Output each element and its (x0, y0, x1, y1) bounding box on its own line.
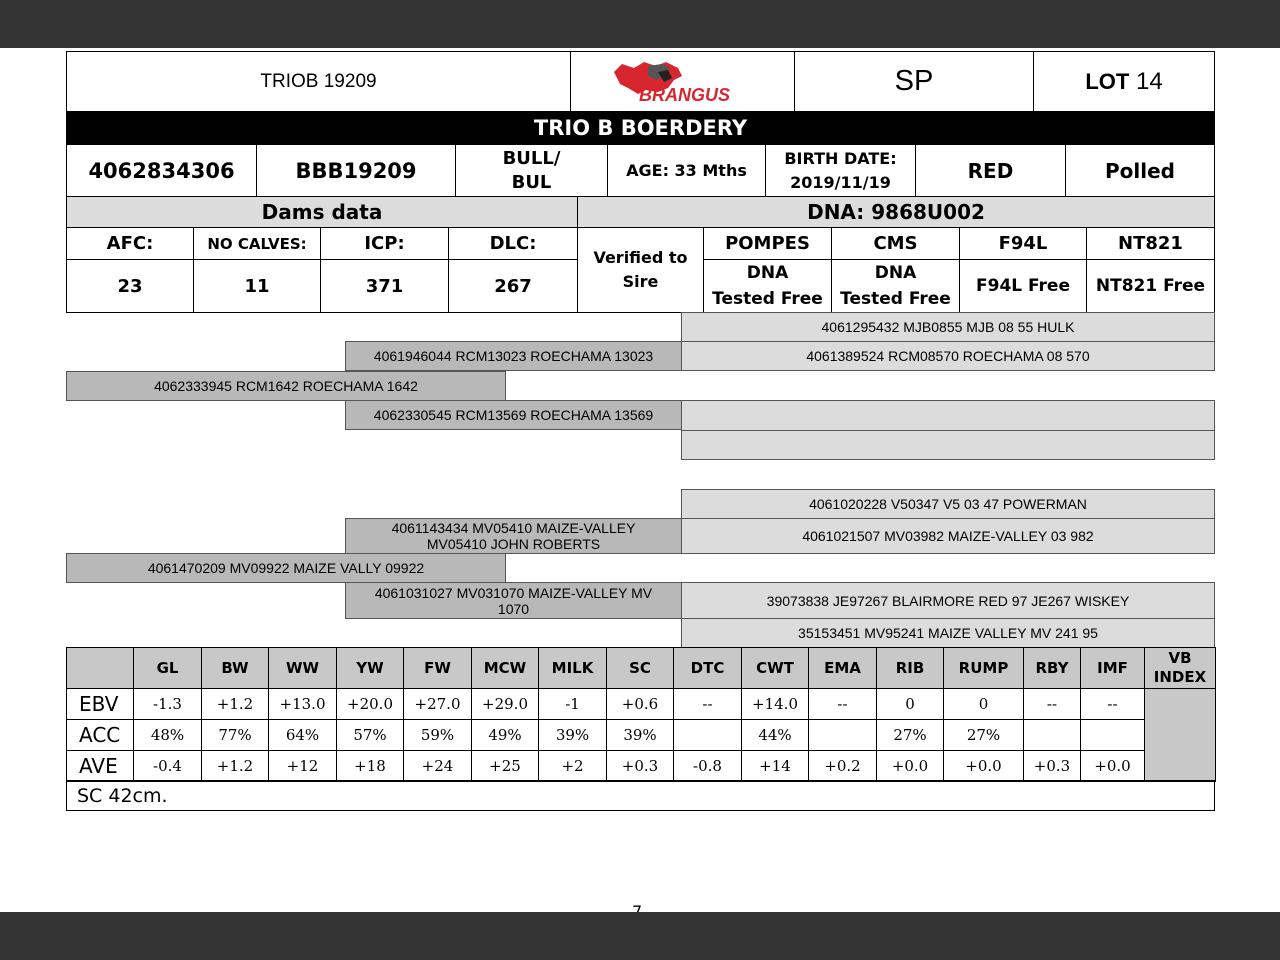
acc-cell: 39% (607, 720, 674, 751)
dna-result-f94l (959, 259, 1087, 313)
birth-date-label: BIRTH DATE: (784, 148, 897, 168)
pedigree-text: 4061031027 MV031070 MAIZE-VALLEY MV 1070 (374, 584, 653, 617)
ebv-column-header: RUMP (944, 648, 1024, 689)
dna-header (577, 196, 1215, 228)
birth-date: 2019/11/19 (790, 172, 891, 192)
pedigree-sire-sire-sire (681, 312, 1215, 342)
ebv-cell: +0.6 (607, 689, 674, 720)
dams-header-afc (66, 227, 194, 260)
ebv-column-header: FW (404, 648, 472, 689)
age: AGE: 33 Mths (626, 161, 747, 180)
dna-result-cms (831, 259, 960, 313)
acc-cell (1024, 720, 1081, 751)
ave-cell: +18 (337, 751, 404, 782)
bottom-frame-bar (0, 912, 1280, 960)
ebv-cell: -- (1081, 689, 1145, 720)
pedigree-text: 4062330545 RCM13569 ROECHAMA 13569 (373, 407, 654, 423)
pedigree-sire-dam (345, 400, 682, 430)
ebv-cell: +1.2 (202, 689, 269, 720)
acc-row (67, 720, 1216, 751)
dams-value: 267 (494, 275, 532, 297)
ave-cell: +0.0 (877, 751, 944, 782)
id-number-cell (66, 144, 257, 197)
ebv-header-row (67, 648, 1216, 689)
horn-status: Polled (1105, 158, 1175, 183)
dna-header-f94l (959, 227, 1087, 260)
dams-value-dlc (448, 259, 578, 313)
ebv-cell: +27.0 (404, 689, 472, 720)
ave-row (67, 751, 1216, 782)
dna-header-pompes (703, 227, 832, 260)
animal-name-cell (66, 51, 571, 112)
acc-cell: 48% (134, 720, 202, 751)
verified-to-sire-cell (577, 227, 704, 313)
acc-cell: 27% (877, 720, 944, 751)
acc-cell: 27% (944, 720, 1024, 751)
acc-cell: 64% (269, 720, 337, 751)
ebv-cell: -- (1024, 689, 1081, 720)
note-text: SC 42cm. (77, 784, 168, 807)
dna-header-label: CMS (873, 233, 918, 254)
pedigree-dam-sire-sire (681, 489, 1215, 519)
acc-cell (1081, 720, 1145, 751)
ebv-column-header: WW (269, 648, 337, 689)
vb-index-header (1145, 648, 1216, 689)
dams-value: 371 (365, 275, 404, 297)
ebv-column-header: GL (134, 648, 202, 689)
pedigree-dam-sire-dam (681, 518, 1215, 554)
horn-cell (1065, 144, 1215, 197)
pedigree-sire-sire (345, 341, 682, 371)
dna-header-label: F94L (998, 233, 1048, 254)
ebv-table (66, 647, 1216, 782)
lot-label: LOT (1085, 68, 1130, 94)
pedigree-text: 4062333945 RCM1642 ROECHAMA 1642 (154, 378, 418, 394)
animal-name: TRIOB 19209 (260, 70, 377, 92)
acc-row-label: ACC (67, 720, 134, 751)
dams-data-header (66, 196, 578, 228)
acc-cell (674, 720, 742, 751)
ave-cell: +14 (742, 751, 809, 782)
sex-line1: BULL/ (502, 147, 561, 169)
breeder-name: TRIO B BOERDERY (533, 116, 748, 140)
tattoo: BBB19209 (295, 158, 417, 183)
dna-result-line2: Tested Free (712, 289, 823, 309)
dams-header-label: ICP: (364, 233, 405, 254)
pedigree-text: 4061295432 MJB0855 MJB 08 55 HULK (821, 319, 1075, 335)
ebv-column-header: CWT (742, 648, 809, 689)
dams-header-dlc (448, 227, 578, 260)
ave-cell: -0.4 (134, 751, 202, 782)
acc-cell: 77% (202, 720, 269, 751)
top-frame-bar (0, 0, 1280, 48)
pedigree-dam (66, 553, 506, 583)
pedigree-dam-dam-dam (681, 618, 1215, 648)
logo-text: BRANGUS (639, 85, 731, 105)
pedigree-text: 39073838 JE97267 BLAIRMORE RED 97 JE267 WISKEY (766, 592, 1130, 609)
ebv-row (67, 689, 1216, 720)
pedigree-sire (66, 371, 506, 401)
ebv-column-header: MILK (539, 648, 607, 689)
dams-header-icp (320, 227, 449, 260)
ave-cell: +0.2 (809, 751, 877, 782)
acc-cell: 39% (539, 720, 607, 751)
ebv-cell: -1 (539, 689, 607, 720)
breeder-bar (66, 111, 1215, 145)
ebv-column-header: RBY (1024, 648, 1081, 689)
grade-cell (794, 51, 1034, 112)
pedigree-text: 4061946044 RCM13023 ROECHAMA 13023 (373, 348, 654, 364)
pedigree-sire-dam-dam (681, 430, 1215, 460)
ave-cell: +0.0 (944, 751, 1024, 782)
dams-header-label: DLC: (489, 233, 537, 254)
colour-cell (915, 144, 1066, 197)
pedigree-sire-dam-sire (681, 400, 1215, 431)
dams-value-calves (193, 259, 321, 313)
pedigree-sire-sire-dam (681, 341, 1215, 371)
pedigree-text: 4061389524 RCM08570 ROECHAMA 08 570 (806, 348, 1090, 364)
ebv-column-header: RIB (877, 648, 944, 689)
vb-index-cell (1145, 689, 1216, 782)
ebv-cell: -- (809, 689, 877, 720)
acc-cell: 49% (472, 720, 539, 751)
acc-cell (809, 720, 877, 751)
grade: SP (894, 65, 934, 97)
lot-number: 14 (1135, 67, 1163, 95)
pedigree-text: 4061470209 MV09922 MAIZE VALLY 09922 (147, 560, 425, 576)
ebv-cell: +29.0 (472, 689, 539, 720)
ave-cell: +2 (539, 751, 607, 782)
ebv-column-header: SC (607, 648, 674, 689)
pedigree-dam-dam (345, 582, 682, 619)
dna-result-nt821 (1086, 259, 1215, 313)
ebv-header-corner (67, 648, 134, 689)
tattoo-cell (256, 144, 456, 197)
dna-result-pompes (703, 259, 832, 313)
ebv-cell: +13.0 (269, 689, 337, 720)
ebv-column-header: MCW (472, 648, 539, 689)
ebv-column-header: DTC (674, 648, 742, 689)
ave-cell: +1.2 (202, 751, 269, 782)
sex-line2: BUL (511, 171, 552, 193)
dams-value: 11 (244, 275, 270, 297)
ebv-row-label: EBV (67, 689, 134, 720)
ebv-cell: -- (674, 689, 742, 720)
ave-cell: -0.8 (674, 751, 742, 782)
birth-date-cell (765, 144, 916, 197)
pedigree-text: 35153451 MV95241 MAIZE VALLEY MV 241 95 (798, 625, 1098, 641)
ebv-cell: +20.0 (337, 689, 404, 720)
dna-result-text: NT821 Free (1095, 276, 1206, 296)
dna-header-label: POMPES (725, 233, 810, 254)
colour: RED (967, 158, 1014, 183)
ebv-column-header: IMF (1081, 648, 1145, 689)
dna-title: DNA: 9868U002 (807, 200, 985, 224)
ebv-cell: -1.3 (134, 689, 202, 720)
dams-value: 23 (117, 275, 143, 297)
ave-cell: +25 (472, 751, 539, 782)
ave-cell: +0.0 (1081, 751, 1145, 782)
acc-cell: 44% (742, 720, 809, 751)
pedigree-dam-dam-sire (681, 582, 1215, 619)
dna-result-line1: DNA (874, 263, 917, 283)
pedigree-text: 4061020228 V50347 V5 03 47 POWERMAN (809, 496, 1087, 512)
acc-cell: 57% (337, 720, 404, 751)
pedigree-text: 4061143434 MV05410 MAIZE-VALLEY MV05410 JOHN ROBERTS (391, 520, 636, 552)
ave-cell: +24 (404, 751, 472, 782)
dna-result-line1: DNA (746, 263, 789, 283)
brangus-logo (570, 51, 795, 112)
age-cell (607, 144, 766, 197)
dna-header-label: NT821 (1118, 233, 1183, 254)
lot-cell (1033, 51, 1215, 112)
ebv-column-header: YW (337, 648, 404, 689)
ave-cell: +0.3 (1024, 751, 1081, 782)
dna-header-nt821 (1086, 227, 1215, 260)
verified-line1: Verified to (593, 248, 688, 267)
ave-cell: +12 (269, 751, 337, 782)
id-number: 4062834306 (88, 158, 235, 183)
dams-header-label: NO CALVES: (207, 234, 307, 253)
ebv-cell: 0 (944, 689, 1024, 720)
pedigree-dam-sire (345, 518, 682, 554)
pedigree-text: 4061021507 MV03982 MAIZE-VALLEY 03 982 (802, 528, 1094, 544)
dams-data-title: Dams data (261, 200, 383, 224)
dna-result-text: F94L Free (976, 276, 1070, 296)
ave-cell: +0.3 (607, 751, 674, 782)
ebv-column-header: EMA (809, 648, 877, 689)
dams-value-afc (66, 259, 194, 313)
sex-cell (455, 144, 608, 197)
dams-value-icp (320, 259, 449, 313)
acc-cell: 59% (404, 720, 472, 751)
ebv-cell: 0 (877, 689, 944, 720)
vb-index-line2: INDEX (1153, 668, 1207, 686)
vb-index-line1: VB (1168, 649, 1192, 667)
dna-result-line2: Tested Free (840, 289, 951, 309)
ebv-column-header: BW (202, 648, 269, 689)
dna-header-cms (831, 227, 960, 260)
notes-row (66, 780, 1215, 811)
dams-header-label: AFC: (106, 233, 154, 254)
ave-row-label: AVE (67, 751, 134, 782)
dams-header-calves (193, 227, 321, 260)
ebv-cell: +14.0 (742, 689, 809, 720)
verified-line2: Sire (622, 272, 659, 291)
